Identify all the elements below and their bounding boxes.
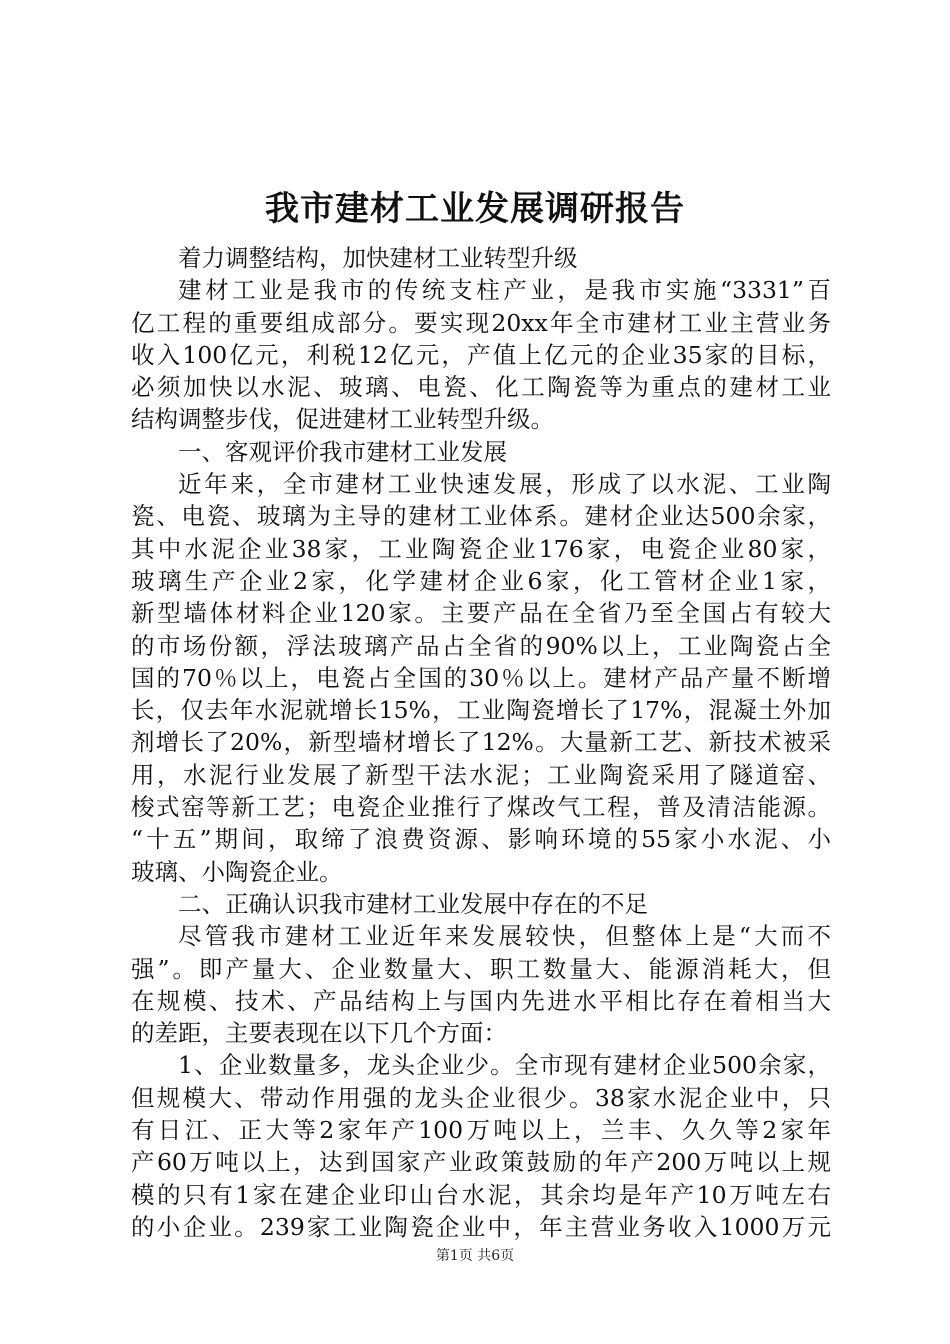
text-line: “十五”期间，取缔了浪费资源、影响环境的55家小水泥、小 [131, 825, 831, 854]
page-footer: 第1页 共6页 [435, 1248, 515, 1264]
text-line: 玻璃、小陶瓷企业。 [131, 857, 343, 886]
text-line: 强”。即产量大、企业数量大、职工数量大、能源消耗大，但 [131, 954, 831, 983]
text-line: 但规模大、带动作用强的龙头企业很少。38家水泥企业中，只 [131, 1083, 831, 1112]
text-line: 1、企业数量多，龙头企业少。全市现有建材企业500余家， [178, 1051, 831, 1080]
text-line: 玻璃生产企业2家，化学建材企业6家，化工管材企业1家， [131, 566, 831, 595]
text-line: 一、客观评价我市建材工业发展 [178, 437, 507, 466]
text-line: 收入100亿元，利税12亿元，产值上亿元的企业35家的目标， [131, 340, 831, 369]
text-line: 的小企业。239家工业陶瓷企业中，年主营业务收入1000万元 [131, 1212, 831, 1241]
text-line: 新型墙体材料企业120家。主要产品在全省乃至全国占有较大 [131, 599, 831, 628]
document-body [131, 242, 831, 1243]
text-line: 产60万吨以上，达到国家产业政策鼓励的年产200万吨以上规 [131, 1148, 831, 1177]
text-line: 在规模、技术、产品结构上与国内先进水平相比存在着相当大 [131, 986, 831, 1015]
text-line: 建材工业是我市的传统支柱产业，是我市实施“3331”百 [178, 276, 831, 305]
text-line: 二、正确认识我市建材工业发展中存在的不足 [178, 889, 648, 918]
text-line: 其中水泥企业38家，工业陶瓷企业176家，电瓷企业80家， [131, 534, 831, 563]
text-line: 长，仅去年水泥就增长15%，工业陶瓷增长了17%，混凝土外加 [131, 696, 831, 725]
text-line: 用，水泥行业发展了新型干法水泥；工业陶瓷采用了隧道窑、 [131, 760, 831, 789]
text-line: 的差距，主要表现在以下几个方面： [131, 1019, 507, 1048]
text-line: 模的只有1家在建企业印山台水泥，其余均是年产10万吨左右 [131, 1180, 831, 1209]
text-line: 瓷、电瓷、玻璃为主导的建材工业体系。建材企业达500余家， [131, 502, 831, 531]
document-title: 我市建材工业发展调研报告 [265, 189, 685, 229]
text-line: 近年来，全市建材工业快速发展，形成了以水泥、工业陶 [178, 470, 831, 499]
text-line: 结构调整步伐，促进建材工业转型升级。 [131, 405, 554, 434]
text-line: 必须加快以水泥、玻璃、电瓷、化工陶瓷等为重点的建材工业 [131, 373, 831, 402]
text-line: 亿工程的重要组成部分。要实现20xx年全市建材工业主营业务 [131, 308, 831, 337]
text-line: 的市场份额，浮法玻璃产品占全省的90%以上，工业陶瓷占全 [131, 631, 831, 660]
text-line: 梭式窑等新工艺；电瓷企业推行了煤改气工程，普及清洁能源。 [131, 793, 831, 822]
text-line: 尽管我市建材工业近年来发展较快，但整体上是“大而不 [178, 922, 831, 951]
text-line: 剂增长了20%，新型墙材增长了12%。大量新工艺、新技术被采 [131, 728, 831, 757]
text-line: 有日江、正大等2家年产100万吨以上，兰丰、久久等2家年 [131, 1116, 831, 1145]
text-line: 国的70％以上，电瓷占全国的30％以上。建材产品产量不断增 [131, 663, 831, 692]
text-line: 着力调整结构，加快建材工业转型升级 [178, 244, 578, 272]
